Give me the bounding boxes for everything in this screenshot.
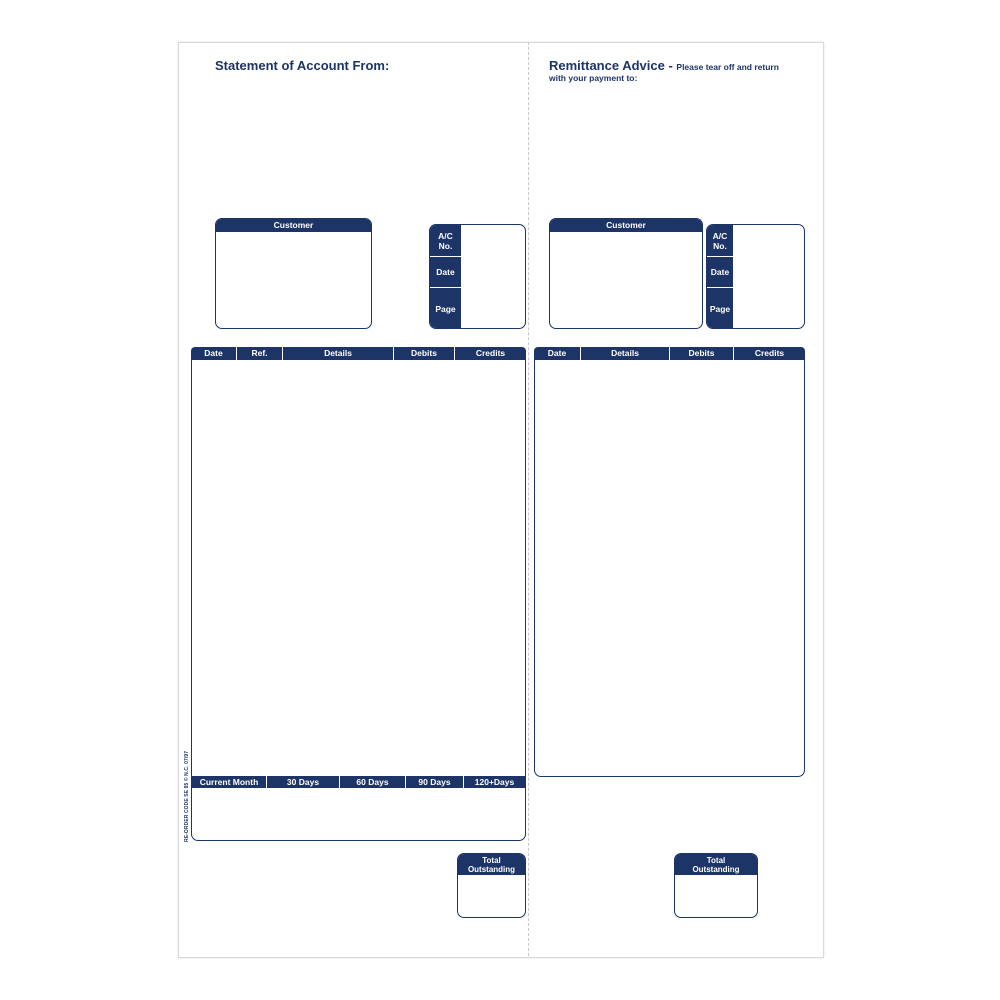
remittance-total-outstanding-label: Total Outstanding xyxy=(675,854,757,875)
remittance-customer-box[interactable] xyxy=(549,218,703,329)
statement-title: Statement of Account From: xyxy=(215,58,390,73)
statement-page-label: Page xyxy=(435,304,456,314)
aging-60-days: 60 Days xyxy=(340,776,406,788)
remittance-table-header xyxy=(534,347,805,360)
aging-current-month: Current Month xyxy=(192,776,267,788)
aging-30-days: 30 Days xyxy=(267,776,340,788)
remittance-customer-label: Customer xyxy=(550,219,702,232)
statement-aging-header xyxy=(192,776,525,788)
statement-customer-box[interactable] xyxy=(215,218,372,329)
remittance-subtitle-line-1: Please tear off and return xyxy=(676,62,779,72)
statement-col-credits: Credits xyxy=(475,348,506,358)
remittance-col-date: Date xyxy=(534,347,581,360)
statement-total-outstanding-box[interactable] xyxy=(457,853,526,918)
perforation-line xyxy=(528,42,529,956)
statement-col-debits: Debits xyxy=(394,347,455,360)
remittance-page-label: Page xyxy=(709,304,731,314)
statement-col-details: Details xyxy=(283,347,394,360)
remittance-total-outstanding-box[interactable] xyxy=(674,853,758,918)
remittance-subtitle-line-2: with your payment to: xyxy=(549,73,638,83)
reorder-code: RE-ORDER CODE SE 85 © N.C. 07/97 xyxy=(184,750,190,842)
statement-total-outstanding-label: Total Outstanding xyxy=(458,854,525,875)
remittance-account-box[interactable] xyxy=(706,224,805,329)
aging-120-plus-days: 120+Days xyxy=(474,777,515,787)
remittance-col-debits: Debits xyxy=(670,347,734,360)
remittance-date-label: Date xyxy=(710,267,730,277)
statement-table-body[interactable] xyxy=(191,360,526,841)
remittance-title: Remittance Advice - xyxy=(549,58,673,73)
statement-date-label: Date xyxy=(436,267,455,277)
statement-col-date: Date xyxy=(191,347,237,360)
remittance-col-details: Details xyxy=(581,347,670,360)
statement-table-header xyxy=(191,347,526,360)
remittance-heading xyxy=(549,58,779,73)
statement-col-ref: Ref. xyxy=(237,347,283,360)
aging-90-days: 90 Days xyxy=(406,776,464,788)
statement-customer-label: Customer xyxy=(216,219,371,232)
statement-account-box[interactable] xyxy=(429,224,526,329)
remittance-table-body[interactable] xyxy=(534,360,805,777)
remittance-col-credits: Credits xyxy=(754,348,785,358)
remittance-ac-no-label: A/C No. xyxy=(712,230,728,251)
statement-ac-no-label: A/C No. xyxy=(438,230,453,251)
